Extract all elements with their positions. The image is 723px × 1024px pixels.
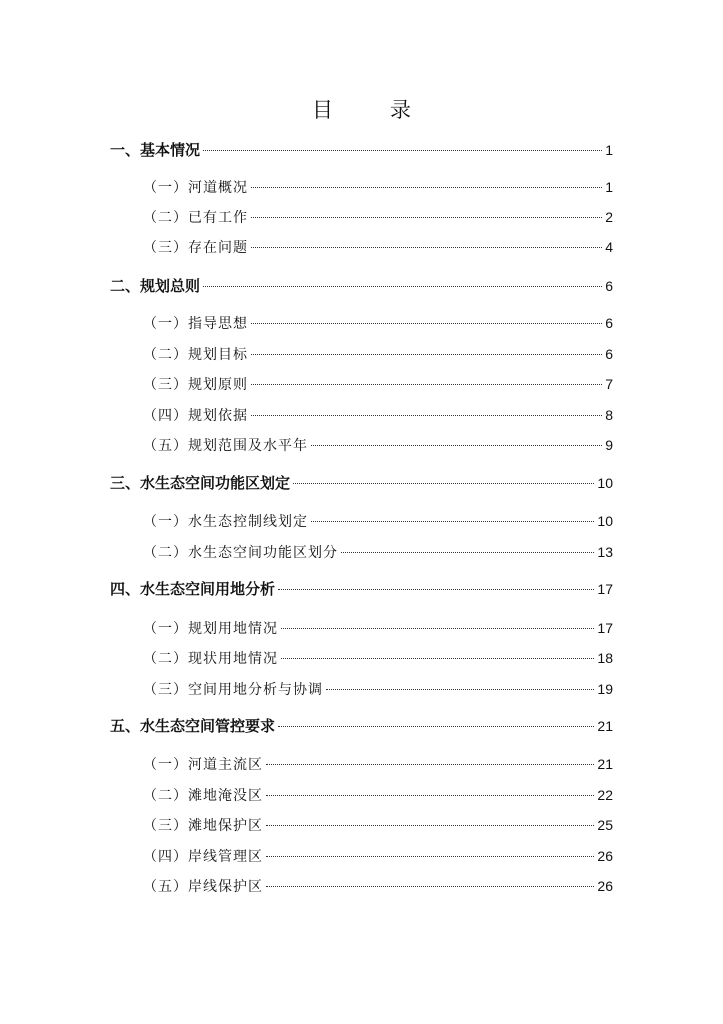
- toc-subsection-2-2[interactable]: [143, 343, 613, 365]
- toc-section-5[interactable]: [110, 715, 613, 737]
- toc-page-number: 1: [605, 179, 613, 195]
- toc-subsection-5-1[interactable]: [143, 753, 613, 775]
- toc-section-1[interactable]: [110, 139, 613, 161]
- dot-leader: [281, 658, 594, 659]
- toc-entry-label: （二）水生态空间功能区划分: [143, 545, 338, 561]
- dot-leader: [311, 521, 594, 522]
- toc-entry-label: （一）指导思想: [143, 316, 248, 332]
- toc-entry-label: （二）滩地淹没区: [143, 788, 263, 804]
- dot-leader: [266, 764, 594, 765]
- toc-page-number: 18: [597, 650, 613, 666]
- dot-leader: [251, 217, 602, 218]
- toc-entry-label: 一、基本情况: [110, 141, 201, 159]
- toc-subsection-5-5[interactable]: [143, 875, 613, 897]
- toc-entry-label: 二、规划总则: [110, 277, 201, 295]
- toc-page-number: 4: [605, 239, 613, 255]
- toc-page-number: 9: [605, 437, 613, 453]
- dot-leader: [251, 384, 602, 385]
- toc-subsection-4-2[interactable]: [143, 647, 613, 669]
- toc-entry-label: （一）规划用地情况: [143, 621, 278, 637]
- toc-subsection-5-4[interactable]: [143, 845, 613, 867]
- toc-subsection-4-1[interactable]: [143, 617, 613, 639]
- toc-entry-label: （五）规划范围及水平年: [143, 438, 308, 454]
- toc-entry-label: （三）滩地保护区: [143, 818, 263, 834]
- toc-page-number: 6: [605, 346, 613, 362]
- toc-page-number: 26: [597, 848, 613, 864]
- dot-leader: [281, 628, 594, 629]
- toc-section-2[interactable]: [110, 275, 613, 297]
- toc-section-3[interactable]: [110, 472, 613, 494]
- dot-leader: [266, 795, 594, 796]
- dot-leader: [341, 552, 594, 553]
- toc-page-number: 10: [597, 513, 613, 529]
- toc-entry-label: （二）规划目标: [143, 347, 248, 363]
- dot-leader: [203, 150, 602, 151]
- toc-subsection-3-2[interactable]: [143, 541, 613, 563]
- toc-page-number: 6: [605, 315, 613, 331]
- dot-leader: [203, 286, 602, 287]
- toc-entry-label: （三）空间用地分析与协调: [143, 682, 323, 698]
- dot-leader: [266, 886, 594, 887]
- toc-page-number: 26: [597, 878, 613, 894]
- toc-page-number: 25: [597, 817, 613, 833]
- toc-entry-label: （三）规划原则: [143, 377, 248, 393]
- toc-entry-label: （三）存在问题: [143, 240, 248, 256]
- toc-subsection-3-1[interactable]: [143, 510, 613, 532]
- toc-subsection-4-3[interactable]: [143, 678, 613, 700]
- toc-entry-label: 三、水生态空间功能区划定: [110, 474, 291, 492]
- toc-page-number: 10: [597, 475, 613, 491]
- toc-page-number: 17: [597, 581, 613, 597]
- toc-page-number: 22: [597, 787, 613, 803]
- toc-subsection-5-2[interactable]: [143, 784, 613, 806]
- toc-entry-label: （一）水生态控制线划定: [143, 514, 308, 530]
- toc-entry-label: （一）河道概况: [143, 180, 248, 196]
- toc-subsection-1-2[interactable]: [143, 206, 613, 228]
- toc-section-4[interactable]: [110, 578, 613, 600]
- toc-page-number: 21: [597, 756, 613, 772]
- toc-page-number: 1: [605, 142, 613, 158]
- toc-entry-label: （一）河道主流区: [143, 757, 263, 773]
- toc-entry-label: 四、水生态空间用地分析: [110, 580, 276, 598]
- dot-leader: [278, 726, 594, 727]
- toc-subsection-5-3[interactable]: [143, 814, 613, 836]
- dot-leader: [326, 689, 594, 690]
- toc-title: 目 录: [312, 98, 429, 122]
- dot-leader: [266, 825, 594, 826]
- toc-subsection-2-5[interactable]: [143, 434, 613, 456]
- dot-leader: [251, 323, 602, 324]
- toc-entry-label: （四）规划依据: [143, 408, 248, 424]
- toc-subsection-1-1[interactable]: [143, 176, 613, 198]
- dot-leader: [251, 247, 602, 248]
- dot-leader: [251, 187, 602, 188]
- toc-subsection-1-3[interactable]: [143, 236, 613, 258]
- toc-page-number: 17: [597, 620, 613, 636]
- dot-leader: [251, 354, 602, 355]
- dot-leader: [251, 415, 602, 416]
- dot-leader: [293, 483, 594, 484]
- dot-leader: [278, 589, 594, 590]
- toc-entry-label: （二）已有工作: [143, 210, 248, 226]
- toc-entry-label: （四）岸线管理区: [143, 849, 263, 865]
- toc-page-number: 13: [597, 544, 613, 560]
- toc-page-number: 8: [605, 407, 613, 423]
- toc-page-number: 7: [605, 376, 613, 392]
- toc-page-number: 19: [597, 681, 613, 697]
- toc-subsection-2-1[interactable]: [143, 312, 613, 334]
- dot-leader: [266, 856, 594, 857]
- toc-page-number: 2: [605, 209, 613, 225]
- toc-subsection-2-3[interactable]: [143, 373, 613, 395]
- toc-page-number: 6: [605, 278, 613, 294]
- toc-subsection-2-4[interactable]: [143, 404, 613, 426]
- toc-page-number: 21: [597, 718, 613, 734]
- toc-entry-label: （五）岸线保护区: [143, 879, 263, 895]
- toc-entry-label: （二）现状用地情况: [143, 651, 278, 667]
- toc-entry-label: 五、水生态空间管控要求: [110, 717, 276, 735]
- dot-leader: [311, 445, 602, 446]
